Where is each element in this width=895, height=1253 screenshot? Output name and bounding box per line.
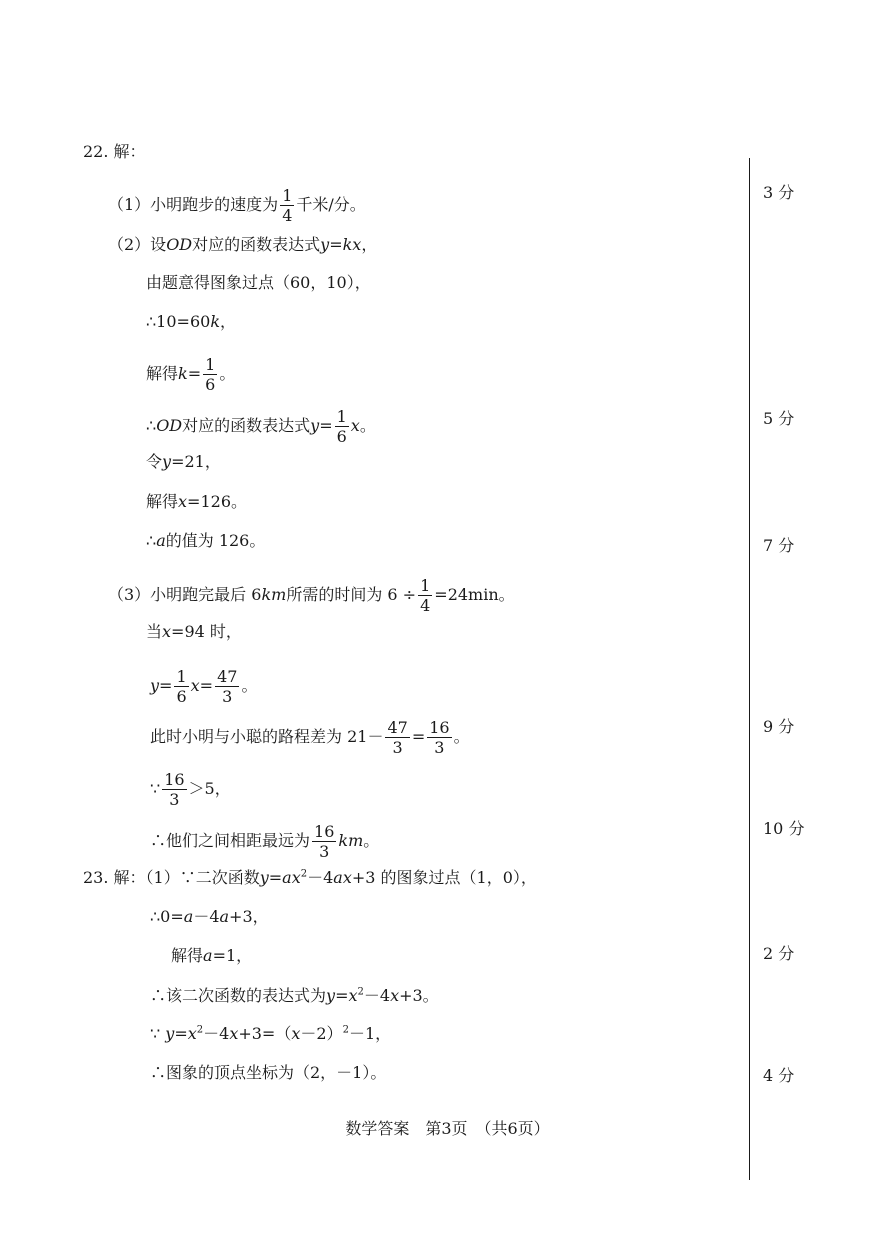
denominator: 6 xyxy=(336,427,347,446)
text: =24min。 xyxy=(434,585,515,604)
numerator: 47 xyxy=(217,667,238,686)
function-expr: y=kx xyxy=(320,235,362,254)
q22-part3-line1 xyxy=(108,576,515,615)
fraction xyxy=(174,667,188,706)
text: ∴0= xyxy=(150,907,184,926)
q22-part2-line4 xyxy=(146,355,235,394)
numerator: 1 xyxy=(420,576,431,595)
var-x: x xyxy=(187,1024,197,1043)
q22-part3-line6 xyxy=(150,822,379,861)
q22-part1-unit: 千米/分。 xyxy=(296,195,366,214)
text: －2） xyxy=(300,1024,343,1043)
score-label: 2 分 xyxy=(763,944,795,963)
var-x: x xyxy=(178,492,188,511)
text: （3）小明跑完最后 6 xyxy=(108,585,262,604)
text: 对应的函数表达式 xyxy=(182,416,311,435)
score-label: 3 分 xyxy=(763,183,795,202)
text: 此时小明与小聪的路程差为 21－ xyxy=(150,727,384,746)
var-x: x xyxy=(162,622,172,641)
q23-line1 xyxy=(83,868,537,888)
text: =94 时， xyxy=(171,622,242,641)
text: ， xyxy=(361,235,378,254)
q23-line6: ∴图象的顶点坐标为（2，－1）。 xyxy=(150,1063,387,1082)
text: +3 的图象过点（1，0）， xyxy=(351,868,537,887)
q22-part2-line8 xyxy=(146,531,265,551)
text: = xyxy=(199,676,214,695)
fraction xyxy=(385,718,409,757)
text: 的值为 126。 xyxy=(165,531,266,550)
q22-part3-line3 xyxy=(150,667,257,706)
text: +3， xyxy=(229,907,269,926)
numerator: 1 xyxy=(282,186,293,205)
score-label: 4 分 xyxy=(763,1066,795,1085)
q22-part1-text: （1）小明跑步的速度为 xyxy=(108,195,279,214)
q22-part1 xyxy=(108,186,366,225)
numerator: 16 xyxy=(314,822,335,841)
text: = xyxy=(411,727,426,746)
fraction xyxy=(162,770,186,809)
q22-part2-line3 xyxy=(146,312,236,332)
var-od: OD xyxy=(166,235,193,254)
text: =126。 xyxy=(187,492,247,511)
text: －4 xyxy=(307,868,334,887)
var-a: a xyxy=(183,907,194,926)
var-od: OD xyxy=(156,416,183,435)
var-ax: ax xyxy=(333,868,352,887)
text: （2）设 xyxy=(108,235,167,254)
exponent: 2 xyxy=(300,868,308,880)
text: 23. 解：（1）∵二次函数 xyxy=(83,868,260,887)
text: = xyxy=(187,364,202,383)
text: 。 xyxy=(363,831,380,850)
q23-line4 xyxy=(150,986,439,1006)
text: 令 xyxy=(146,452,163,471)
fraction xyxy=(203,355,217,394)
var-x: x xyxy=(350,416,360,435)
unit-km: km xyxy=(261,585,287,604)
q22-part2-line5 xyxy=(146,407,376,446)
var-x: x xyxy=(190,676,200,695)
fraction xyxy=(215,667,239,706)
score-label: 9 分 xyxy=(763,717,795,736)
var-a: a xyxy=(203,946,213,965)
q23-line5 xyxy=(150,1024,391,1044)
text: 。 xyxy=(241,676,258,695)
var-x: x xyxy=(348,986,358,1005)
unit-km: km xyxy=(338,831,364,850)
text: = xyxy=(174,1024,188,1043)
text: －4 xyxy=(363,986,391,1005)
q22-part2-line1 xyxy=(108,235,377,255)
fraction xyxy=(312,822,336,861)
q22-part2-line2: 由题意得图象过点（60，10）， xyxy=(146,273,371,292)
text: 所需的时间为 6 ÷ xyxy=(286,585,417,604)
q23-line3 xyxy=(171,946,252,966)
var-y: y xyxy=(310,416,320,435)
text: +3=（ xyxy=(238,1024,292,1043)
var-a: a xyxy=(156,531,166,550)
text: －4 xyxy=(203,1024,230,1043)
var-x: x xyxy=(390,986,400,1005)
score-label: 10 分 xyxy=(763,819,805,838)
text: ， xyxy=(220,312,237,331)
text: 当 xyxy=(146,622,163,641)
var-a: a xyxy=(219,907,230,926)
var-k: k xyxy=(210,312,221,331)
page-footer: 数学答案 第3页 （共6页） xyxy=(345,1119,550,1138)
numerator: 1 xyxy=(176,667,187,686)
score-label: 7 分 xyxy=(763,536,795,555)
var-y: y xyxy=(150,676,160,695)
text: ∴ xyxy=(146,531,157,550)
denominator: 3 xyxy=(319,842,330,861)
q22-part3-line2 xyxy=(146,622,242,642)
text: = xyxy=(159,676,173,695)
text: ＞5， xyxy=(188,779,231,798)
text: = xyxy=(335,986,349,1005)
q22-heading: 22. 解： xyxy=(83,142,146,161)
var-y: y xyxy=(165,1024,175,1043)
exponent: 2 xyxy=(342,1024,349,1036)
text: = xyxy=(319,416,333,435)
fraction xyxy=(335,407,349,446)
text: －1， xyxy=(348,1024,392,1043)
denominator: 3 xyxy=(169,790,180,809)
var-y: y xyxy=(326,986,336,1005)
text: 解得 xyxy=(146,492,179,511)
denominator: 3 xyxy=(222,687,233,706)
denominator: 3 xyxy=(392,738,403,757)
q22-part3-line4 xyxy=(150,718,470,757)
numerator: 47 xyxy=(387,718,408,737)
text: 解得 xyxy=(171,946,204,965)
text: 解得 xyxy=(146,364,179,383)
text: ∴他们之间相距最远为 xyxy=(150,831,311,850)
text: ∴该二次函数的表达式为 xyxy=(150,986,327,1005)
function-expr: y=ax xyxy=(259,868,301,887)
score-column-divider xyxy=(749,158,750,1180)
text: =21， xyxy=(171,452,221,471)
var-k: k xyxy=(178,364,188,383)
numerator: 1 xyxy=(336,407,347,426)
text: ∴10=60 xyxy=(146,312,211,331)
numerator: 16 xyxy=(164,770,185,789)
denominator: 6 xyxy=(205,375,216,394)
numerator: 16 xyxy=(429,718,450,737)
text: 。 xyxy=(219,364,236,383)
var-x: x xyxy=(229,1024,239,1043)
text: ∵ xyxy=(150,779,161,798)
text: ∵ xyxy=(150,1024,166,1043)
score-label: 5 分 xyxy=(763,409,795,428)
text: 。 xyxy=(453,727,470,746)
q22-part2-line7 xyxy=(146,492,247,512)
var-y: y xyxy=(162,452,172,471)
exponent: 2 xyxy=(196,1024,204,1036)
q22-part3-line5 xyxy=(150,770,231,809)
text: +3。 xyxy=(399,986,439,1005)
text: ∴ xyxy=(146,416,157,435)
denominator: 4 xyxy=(420,596,431,615)
text: －4 xyxy=(193,907,220,926)
fraction xyxy=(427,718,451,757)
text: =1， xyxy=(212,946,253,965)
exponent: 2 xyxy=(357,986,364,998)
denominator: 3 xyxy=(434,738,445,757)
text: 对应的函数表达式 xyxy=(192,235,321,254)
q23-line2 xyxy=(150,907,269,927)
q22-part2-line6 xyxy=(146,452,221,472)
fraction xyxy=(280,186,294,225)
denominator: 6 xyxy=(176,687,187,706)
numerator: 1 xyxy=(205,355,216,374)
denominator: 4 xyxy=(282,206,293,225)
fraction xyxy=(418,576,432,615)
var-x: x xyxy=(291,1024,301,1043)
text: 。 xyxy=(359,416,376,435)
